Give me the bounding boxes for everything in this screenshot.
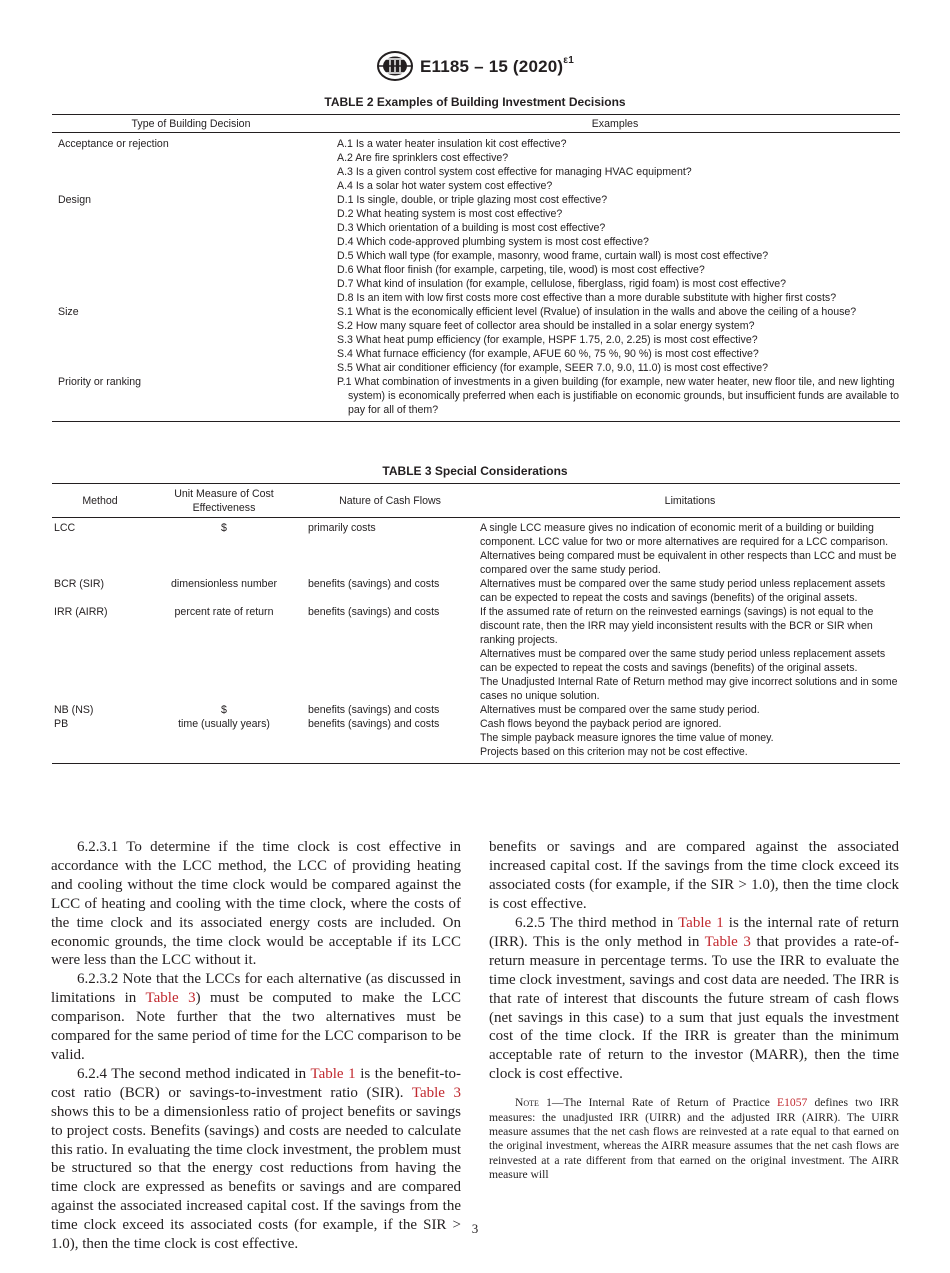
method-cell: BCR (SIR) (54, 578, 105, 590)
table3-row-lcc (52, 521, 900, 577)
table2-group-size (52, 305, 900, 375)
table3-header-limitations: Limitations (664, 494, 716, 507)
example-item: A.1 Is a water heater insulation kit cost effective? (337, 138, 567, 150)
e1057-link[interactable]: E1057 (777, 1096, 808, 1110)
document-designation: E1185 – 15 $(2020)^{\varepsilon 1}$ (419, 55, 574, 76)
limitation-item: Alternatives must be compared over the same study period unless replacement assets can be expected to repeat the costs and savings (benefits) of the original assets. (480, 578, 886, 604)
example-item: S.4 What furnace efficiency (for example, AFUE 60 %, 75 %, 90 %) is most cost effective? (337, 348, 759, 360)
table2-header-type: Type of Building Decision (131, 117, 251, 130)
limitation-item: Cash flows beyond the payback period are ignored. (480, 718, 722, 730)
table1-link[interactable]: Table 1 (678, 915, 724, 931)
example-item: D.4 Which code-approved plumbing system is most cost effective? (337, 236, 649, 248)
example-item: A.4 Is a solar hot water system cost effective? (337, 180, 553, 192)
unit-cell: $ (221, 704, 227, 716)
method-cell: PB (54, 718, 69, 730)
example-item: D.5 Which wall type (for example, masonry, wood frame, curtain wall) is most cost effective? (337, 250, 769, 262)
table2-group-priority (52, 375, 900, 417)
decision-type: Priority or ranking (58, 376, 142, 388)
page-header (0, 50, 950, 84)
table3-row-irr (52, 605, 900, 703)
table3 (52, 483, 900, 764)
table3-row-bcr (52, 577, 900, 605)
example-item: D.3 Which orientation of a building is most cost effective? (337, 222, 606, 234)
flows-cell: benefits (savings) and costs (308, 578, 440, 590)
table3-link[interactable]: Table 3 (145, 990, 196, 1007)
limitation-item: Alternatives must be compared over the same study period. (480, 704, 760, 716)
astm-logo (376, 50, 414, 82)
table2-header-examples: Examples (591, 117, 639, 130)
unit-cell: percent rate of return (174, 606, 274, 618)
limitation-item: The simple payback measure ignores the time value of money. (480, 732, 774, 744)
example-item: S.3 What heat pump efficiency (for example, HSPF 1.75, 2.0, 2.25) is most cost effective? (337, 334, 758, 346)
table2-header-row (52, 115, 900, 133)
example-item: P.1 What combination of investments in a given building (for example, new water heater, new floor tile, and new lighting system) is economically preferred when each is justifiable on economic grounds, but insufficient funds are available to pay for all of them? (337, 376, 899, 416)
table2-group-acceptance (52, 137, 900, 193)
example-item: D.6 What floor finish (for example, carpeting, tile, wood) is most cost effective? (337, 264, 705, 276)
table3-link[interactable]: Table 3 (411, 1084, 461, 1101)
limitation-item: The Unadjusted Internal Rate of Return method may give incorrect solutions and in some cases no unique solution. (480, 676, 898, 702)
left-column (51, 838, 461, 1273)
decision-type: Acceptance or rejection (58, 138, 169, 150)
method-cell: IRR (AIRR) (54, 606, 108, 618)
unit-cell: time (usually years) (178, 718, 270, 730)
table3-header-method: Method (82, 494, 118, 507)
example-item: S.5 What air conditioner efficiency (for example, SEER 7.0, 9.0, 11.0) is most cost effective? (337, 362, 769, 374)
method-cell: LCC (54, 522, 76, 534)
paragraph-6-2-5: 6.2.5 The third method in Table 1 is the internal rate of return (IRR). This is the only method in Table 3 that provides a rate-of-return measure in percentage terms. To use the IRR to evaluate the time clock investment, savings and cost data are needed. The IRR is that rate of interest that discounts the future stream of cash flows (net savings in this case) to a sum that just equals the investment cost of the time clock. If the IRR is greater than the minimum acceptable rate of return to the investor (MARR), then the time clock is cost effective. (489, 915, 900, 1083)
paragraph-6-2-4-continued: benefits or savings and are compared against the associated increased capital cost. If the savings from the time clock exceed its associated costs (for example, if the SIR > 1.0), then the time clock is cost effective. (489, 839, 899, 912)
example-item: D.1 Is single, double, or triple glazing most cost effective? (337, 194, 608, 206)
example-item: A.2 Are fire sprinklers cost effective? (337, 152, 509, 164)
paragraph-6-2-3-2: 6.2.3.2 Note that the LCCs for each alternative (as discussed in limitations in Table 3) must be computed to make the LCC comparison. Note further that the two alternatives must be compared for the same period of time for the LCC comparison to be valid. (51, 971, 461, 1063)
table2-group-design (52, 193, 900, 305)
table3-caption: TABLE 3 Special Considerations (382, 464, 568, 478)
table2-caption: TABLE 2 Examples of Building Investment Decisions (324, 95, 626, 109)
paragraph-6-2-4: 6.2.4 The second method indicated in Table 1 is the benefit-to-cost ratio (BCR) or savings-to-investment ratio (SIR). Table 3 shows this to be a dimensionless ratio of project benefits or savings to project costs. Benefits (savings) and costs are needed to calculate this ratio. In evaluating the time clock investment, the problem must be structured so that the energy cost reductions from having the time clock are expressed as benefits or savings and are compared against the associated increased capital cost. If the savings from the time clock exceed its associated costs (for example, if the SIR > 1.0), then the time clock is cost effective. (51, 1065, 461, 1253)
example-item: A.3 Is a given control system cost effective for managing HVAC equipment? (337, 166, 692, 178)
table1-link[interactable]: Table 1 (310, 1065, 356, 1082)
method-cell: NB (NS) (54, 704, 94, 716)
flows-cell: primarily costs (308, 522, 376, 534)
example-item: D.8 Is an item with low first costs more cost effective than a more durable substitute with higher first costs? (337, 292, 837, 304)
unit-cell: dimensionless number (171, 578, 277, 590)
flows-cell: benefits (savings) and costs (308, 606, 440, 618)
unit-cell: $ (221, 522, 227, 534)
table3-row-pb (52, 717, 900, 759)
epsilon-superscript: ε1 (563, 55, 574, 66)
table2 (52, 114, 900, 422)
limitation-item: Projects based on this criterion may not be cost effective. (480, 746, 748, 758)
example-item: D.2 What heating system is most cost effective? (337, 208, 563, 220)
limitation-item: Alternatives must be compared over the same study period unless replacement assets can be expected to repeat the costs and savings (benefits) of the original assets. (480, 648, 886, 674)
decision-type: Size (58, 306, 79, 318)
table3-header-unit: Unit Measure of Cost Effectiveness (174, 487, 274, 514)
table3-header-flows: Nature of Cash Flows (339, 494, 441, 507)
flows-cell: benefits (savings) and costs (308, 704, 440, 716)
limitation-item: A single LCC measure gives no indication of economic merit of a building or building component. LCC value for two or more alternatives are required for a LCC comparison. (480, 522, 889, 548)
paragraph-6-2-3-1: 6.2.3.1 To determine if the time clock is cost effective in accordance with the LCC method, the LCC of providing heating and cooling without the time clock would be compared against the LCC of heating and cooling with the time clock, where the costs of the time clock and its associated energy costs are included. On economic grounds, the time clock would be acceptable if its LCC were less than the LCC without it. (51, 839, 461, 969)
decision-type: Design (58, 194, 91, 206)
example-item: S.1 What is the economically efficient level (Rvalue) of insulation in the walls and above the ceiling of a house? (337, 306, 857, 318)
table3-header-row (52, 484, 900, 518)
page-number: 3 (471, 1221, 479, 1236)
table3-row-nb (52, 703, 900, 717)
limitation-item: Alternatives being compared must be equivalent in other respects than LCC and must be compared over the same study period. (480, 550, 897, 576)
table3-link[interactable]: Table 3 (704, 933, 751, 950)
limitation-item: If the assumed rate of return on the reinvested earnings (savings) is not equal to the discount rate, then the IRR may yield inconsistent results with the BCR or SIR when ranking projects. (480, 606, 874, 646)
flows-cell: benefits (savings) and costs (308, 718, 440, 730)
note-1: Note 1—The Internal Rate of Return of Practice E1057 defines two IRR measures: the unadjusted IRR (UIRR) and the adjusted IRR (AIRR). The UIRR measure assumes that the net cash flows are reinvested at a rate equal to that earned on the original investment, whereas the AIRR measure assumes that the net cash flows are reinvested at a rate different from that earned on the original investment. The AIRR measure will (489, 1096, 899, 1182)
note-label: Note 1 (515, 1096, 552, 1110)
example-item: D.7 What kind of insulation (for example, cellulose, fiberglass, rigid foam) is most cost effective? (337, 278, 787, 290)
right-column (489, 838, 899, 1183)
example-item: S.2 How many square feet of collector area should be installed in a solar energy system? (337, 320, 755, 332)
